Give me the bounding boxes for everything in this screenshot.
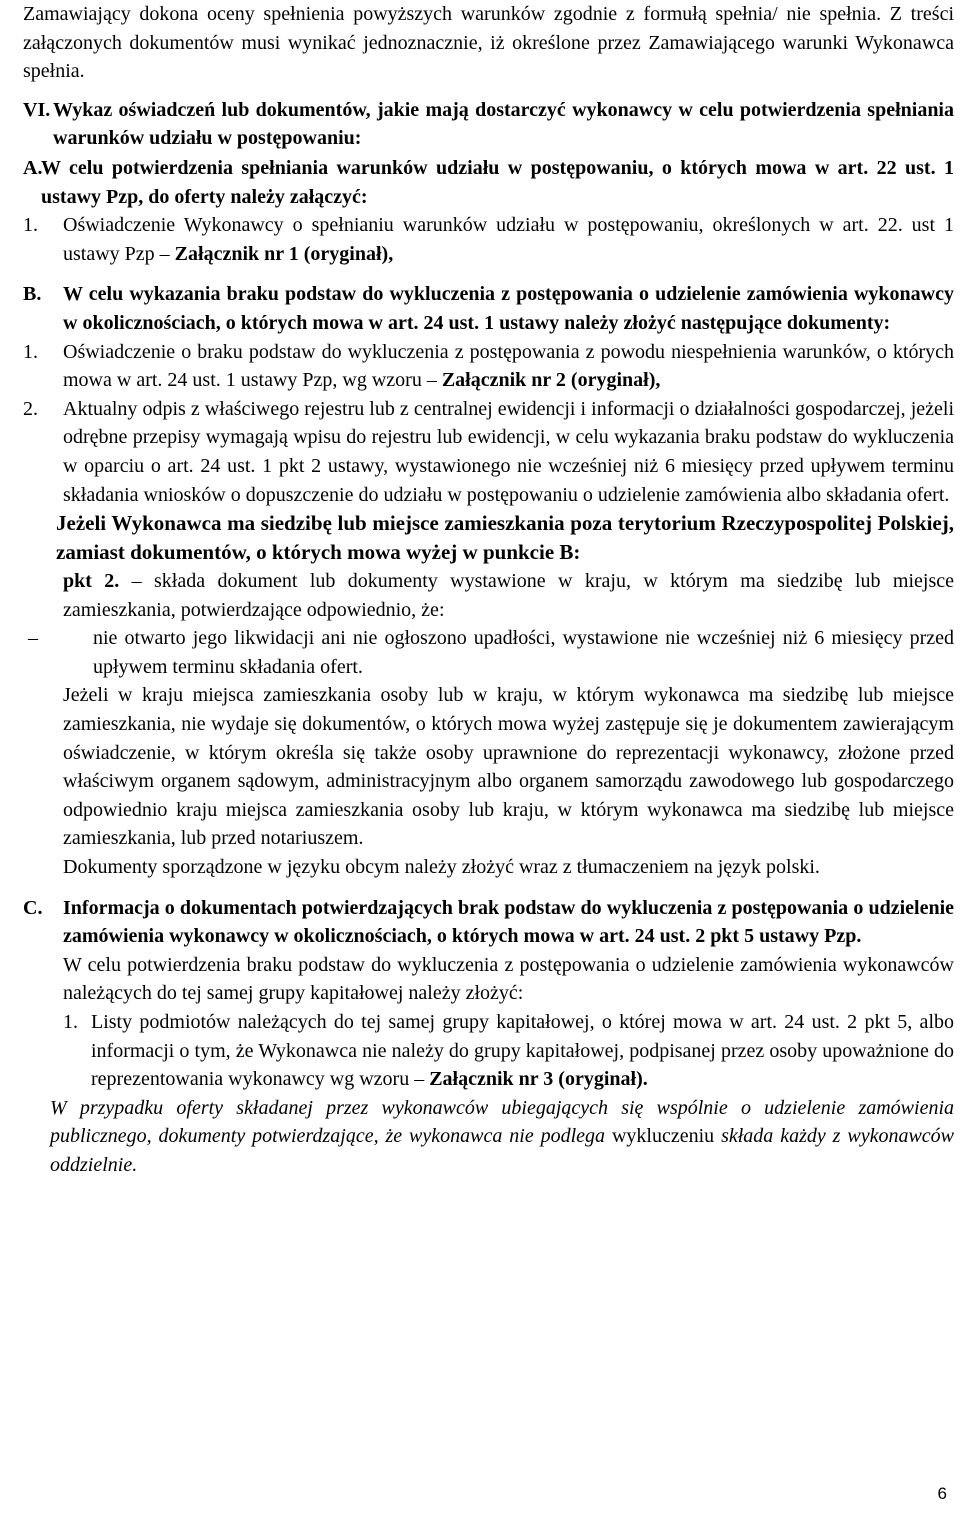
section-vi-heading — [23, 96, 954, 153]
list-number: 1. — [23, 340, 38, 363]
section-vi-text: Wykaz oświadczeń lub dokumentów, jakie mają dostarczyć wykonawcy w celu potwierdzenia spełniania warunków udziału w postępowaniu: — [53, 98, 954, 150]
substitute-document-paragraph: Jeżeli w kraju miejsca zamieszkania osoby lub w kraju, w którym wykonawca ma siedzibę lub miejsce zamieszkania, nie wydaje się dokumentów, o których mowa wyżej zastępuje się je dokumentem zawierającym oświadczenie, w którym określa się także osoby uprawnione do reprezentacji wykonawcy, złożone przed właściwym organem sądowym, administracyjnym albo organem samorządu zawodowego lub gospodarczego odpowiednio kraju miejsca zamieszkania osoby lub kraju, w którym wykonawca ma siedzibę lub miejsce zamieszkania, lub przed notariuszem. — [63, 684, 954, 850]
closing-paragraph — [23, 1094, 954, 1180]
closing-italic-1: W przypadku oferty składanej przez wykonawców ubiegających się wspólnie o udzielenie zamówienia publicznego, dokumenty potwierdzające, że wykonawca nie podlega — [50, 1096, 954, 1148]
list-item-text — [63, 338, 954, 395]
foreign-entity-paragraph: Jeżeli Wykonawca ma siedzibę lub miejsce zamieszkania poza terytorium Rzeczypospolitej Polskiej, zamiast dokumentów, o których mowa wyżej w punkcie B: — [56, 511, 954, 565]
section-c-intro: W celu potwierdzenia braku podstaw do wykluczenia z postępowania o udzielenie zamówienia wykonawców należących do tej samej grupy kapitałowej należy złożyć: — [63, 953, 954, 1005]
section-b-item-2 — [23, 395, 954, 509]
section-a-item-1 — [23, 211, 954, 268]
section-a-label: A. — [23, 156, 43, 179]
item-text: Oświadczenie o braku podstaw do wykluczenia z postępowania z powodu niespełnienia warunków, o których mowa w art. 24 ust. 1 ustawy Pzp, wg wzoru – — [63, 340, 954, 392]
section-b-heading — [23, 280, 954, 337]
list-number: 2. — [23, 397, 38, 420]
section-b-label: B. — [23, 283, 42, 306]
translation-paragraph: Dokumenty sporządzone w języku obcym należy złożyć wraz z tłumaczeniem na język polski. — [63, 856, 820, 879]
pkt-2-text — [63, 567, 954, 624]
section-a-text: W celu potwierdzenia spełniania warunków udziału w postępowaniu, o których mowa w art. 22 ust. 1 ustawy Pzp, do oferty należy załączyć: — [41, 156, 954, 208]
pkt-2-label: pkt 2. — [63, 570, 120, 593]
intro-paragraph: Zamawiający dokona oceny spełnienia powyższych warunków zgodnie z formułą spełnia/ nie spełnia. Z treści załączonych dokumentów musi wynikać jednoznacznie, iż określone przez Zamawiającego warunki Wykonawca spełnia. — [23, 3, 954, 83]
list-item-text: Aktualny odpis z właściwego rejestru lub z centralnej ewidencji i informacji o działalności gospodarczej, jeżeli odrębne przepisy wymagają wpisu do rejestru lub ewidencji, w celu wykazania braku podstaw do wykluczenia w oparciu o art. 24 ust. 1 pkt 2 ustawy, wystawionego nie wcześniej niż 6 miesięcy przed upływem terminu składania wniosków o dopuszczenie do udziału w postępowaniu o udzielenie zamówienia albo składania ofert. — [63, 397, 954, 506]
attachment-ref: Załącznik nr 2 (oryginał), — [441, 369, 661, 392]
section-b-text: W celu wykazania braku podstaw do wykluczenia z postępowania o udzielenie zamówienia wykonawcy w okolicznościach, o których mowa w art. 24 ust. 1 ustawy należy złożyć następujące dokumenty: — [63, 283, 954, 334]
list-item-text — [63, 211, 954, 268]
section-c-heading — [23, 894, 954, 951]
closing-normal: wykluczeniu — [611, 1125, 715, 1148]
dash-item — [23, 624, 954, 681]
closing-italic-2: składa każdy z wykonawców oddzielnie. — [50, 1125, 955, 1176]
section-a-heading — [23, 154, 954, 211]
section-vi-label: VI. — [23, 98, 51, 121]
attachment-ref: Załącznik nr 3 (oryginał). — [429, 1068, 648, 1091]
section-b-item-1 — [23, 338, 954, 395]
item-text: Oświadczenie Wykonawcy o spełnianiu warunków udziału w postępowaniu, określonych w art. 22. ust 1 ustawy Pzp – — [63, 214, 954, 265]
pkt-2-body: – składa dokument lub dokumenty wystawione w kraju, w którym ma siedzibę lub miejsce zamieszkania, potwierdzające odpowiednio, że: — [63, 570, 955, 621]
dash-mark: – — [28, 627, 38, 650]
list-item-text — [91, 1008, 954, 1094]
list-number: 1. — [63, 1011, 78, 1033]
list-number: 1. — [23, 214, 38, 237]
section-c-label: C. — [23, 896, 43, 919]
item-text: Listy podmiotów należących do tej samej grupy kapitałowej, o której mowa w art. 24 ust. 2 pkt 5, albo informacji o tym, że Wykonawca nie należy do grupy kapitałowej, podpisanej przez osoby upoważnione do reprezentowania wykonawcy wg wzoru – — [91, 1011, 954, 1091]
page-number: 6 — [937, 1484, 947, 1503]
dash-text: nie otwarto jego likwidacji ani nie ogłoszono upadłości, wystawione nie wcześniej niż 6 miesięcy przed upływem terminu składania ofert. — [93, 627, 954, 678]
attachment-ref: Załącznik nr 1 (oryginał), — [174, 242, 394, 265]
section-c-item-1 — [23, 1008, 954, 1094]
section-c-text: Informacja o dokumentach potwierdzających brak podstaw do wykluczenia z postępowania o udzielenie zamówienia wykonawcy w okolicznościach, o których mowa w art. 24 ust. 2 pkt 5 ustawy Pzp. — [63, 896, 954, 948]
pkt-2-paragraph — [23, 567, 954, 624]
